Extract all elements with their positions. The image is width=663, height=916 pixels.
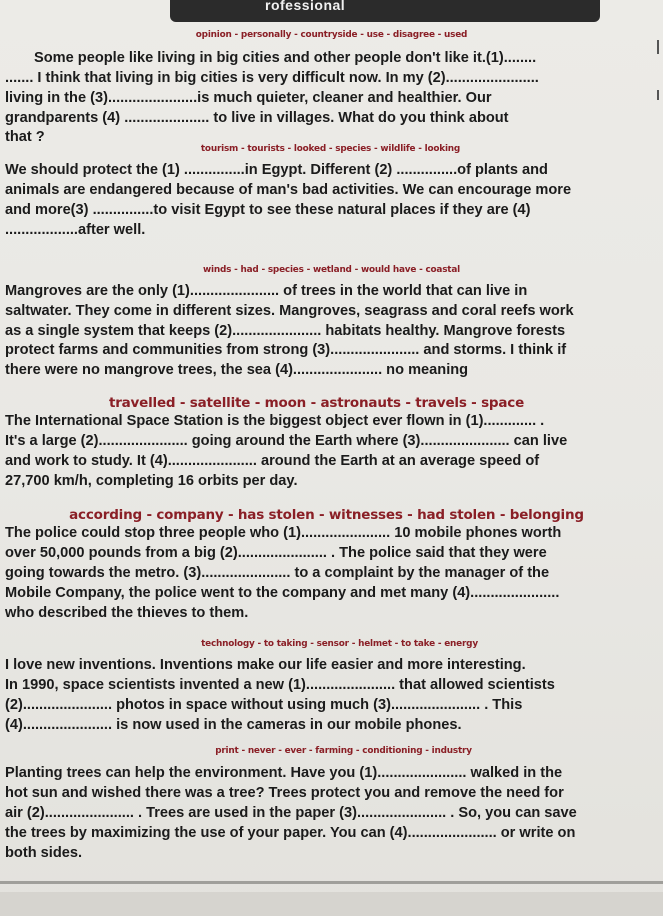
text-line: Planting trees can help the environment. Have you (1)...................... walked in the xyxy=(5,765,563,781)
word-bank-5: according - company - has stolen - witnesses - had stolen - belonging xyxy=(69,507,584,523)
word-bank-2: tourism - tourists - looked - species - wildlife - looking xyxy=(200,144,461,154)
text-line: air (2)...................... . Trees are used in the paper (3)...................... . So, you can save xyxy=(5,805,577,821)
text-line: (2)...................... photos in space without using much (3)...................... . This xyxy=(5,697,523,713)
word-bank-1: opinion - personally - countryside - use - disagree - used xyxy=(195,30,468,40)
text-line: protect farms and communities from strong (3)...................... and storms. I think if xyxy=(5,342,567,358)
text-line: over 50,000 pounds from a big (2)...................... . The police said that they were xyxy=(5,545,547,561)
text-line: ..................after well. xyxy=(5,222,146,238)
text-line: hot sun and wished there was a tree? Trees protect you and remove the need for xyxy=(5,785,564,801)
text-line: the trees by maximizing the use of your paper. You can (4)...................... or write on xyxy=(5,825,576,841)
text-line: Mobile Company, the police went to the company and met many (4)...................... xyxy=(5,585,560,601)
text-line: who described the thieves to them. xyxy=(5,605,249,621)
text-line: (4)...................... is now used in the cameras in our mobile phones. xyxy=(5,717,462,733)
text-line: animals are endangered because of man's bad activities. We can encourage more xyxy=(5,182,572,198)
header-band xyxy=(170,0,600,22)
text-line: saltwater. They come in different sizes. Mangroves, seagrass and coral reefs work xyxy=(5,303,574,319)
word-bank-4: travelled - satellite - moon - astronauts - travels - space xyxy=(108,395,525,411)
text-line: 27,700 km/h, completing 16 orbits per day. xyxy=(5,473,298,489)
word-bank-7: print - never - ever - farming - conditioning - industry xyxy=(215,746,472,756)
text-line: there were no mangrove trees, the sea (4)...................... no meaning xyxy=(5,362,469,378)
text-line: as a single system that keeps (2)...................... habitats healthy. Mangrove forests xyxy=(5,323,566,339)
text-line: We should protect the (1) ...............in Egypt. Different (2) ...............of plants and xyxy=(5,162,548,178)
page-edge-mark xyxy=(657,90,659,100)
word-bank-6: technology - to taking - sensor - helmet - to take - energy xyxy=(201,639,478,649)
text-line: Some people like living in big cities and other people don't like it.(1)........ xyxy=(34,50,537,66)
header-title: rofessional xyxy=(265,0,346,13)
text-line: The International Space Station is the biggest object ever flown in (1)............. . xyxy=(5,413,545,429)
text-line: In 1990, space scientists invented a new (1)...................... that allowed scientists xyxy=(5,677,555,693)
text-line: that ? xyxy=(5,129,45,145)
text-line: and more(3) ...............to visit Egypt to see these natural places if they are (4) xyxy=(5,202,531,218)
text-line: both sides. xyxy=(5,845,83,861)
word-bank-3: winds - had - species - wetland - would have - coastal xyxy=(203,265,460,275)
text-line: I love new inventions. Inventions make our life easier and more interesting. xyxy=(5,657,526,673)
text-line: and work to study. It (4)...................... around the Earth at an average speed of xyxy=(5,453,540,469)
text-line: grandparents (4) ..................... to live in villages. What do you think about xyxy=(5,110,509,126)
text-line: going towards the metro. (3)...................... to a complaint by the manager of the xyxy=(5,565,550,581)
text-line: It's a large (2)...................... going around the Earth where (3)...................... can live xyxy=(5,433,568,449)
text-line: The police could stop three people who (1)...................... 10 mobile phones worth xyxy=(5,525,562,541)
page-divider xyxy=(0,881,663,884)
text-line: ....... I think that living in big cities is very difficult now. In my (2)....................... xyxy=(5,70,539,86)
text-line: Mangroves are the only (1)...................... of trees in the world that can live in xyxy=(5,283,528,299)
page-edge-mark xyxy=(657,40,659,54)
page-bottom-strip xyxy=(0,892,663,916)
text-line: living in the (3)......................is much quieter, cleaner and healthier. Our xyxy=(5,90,492,106)
